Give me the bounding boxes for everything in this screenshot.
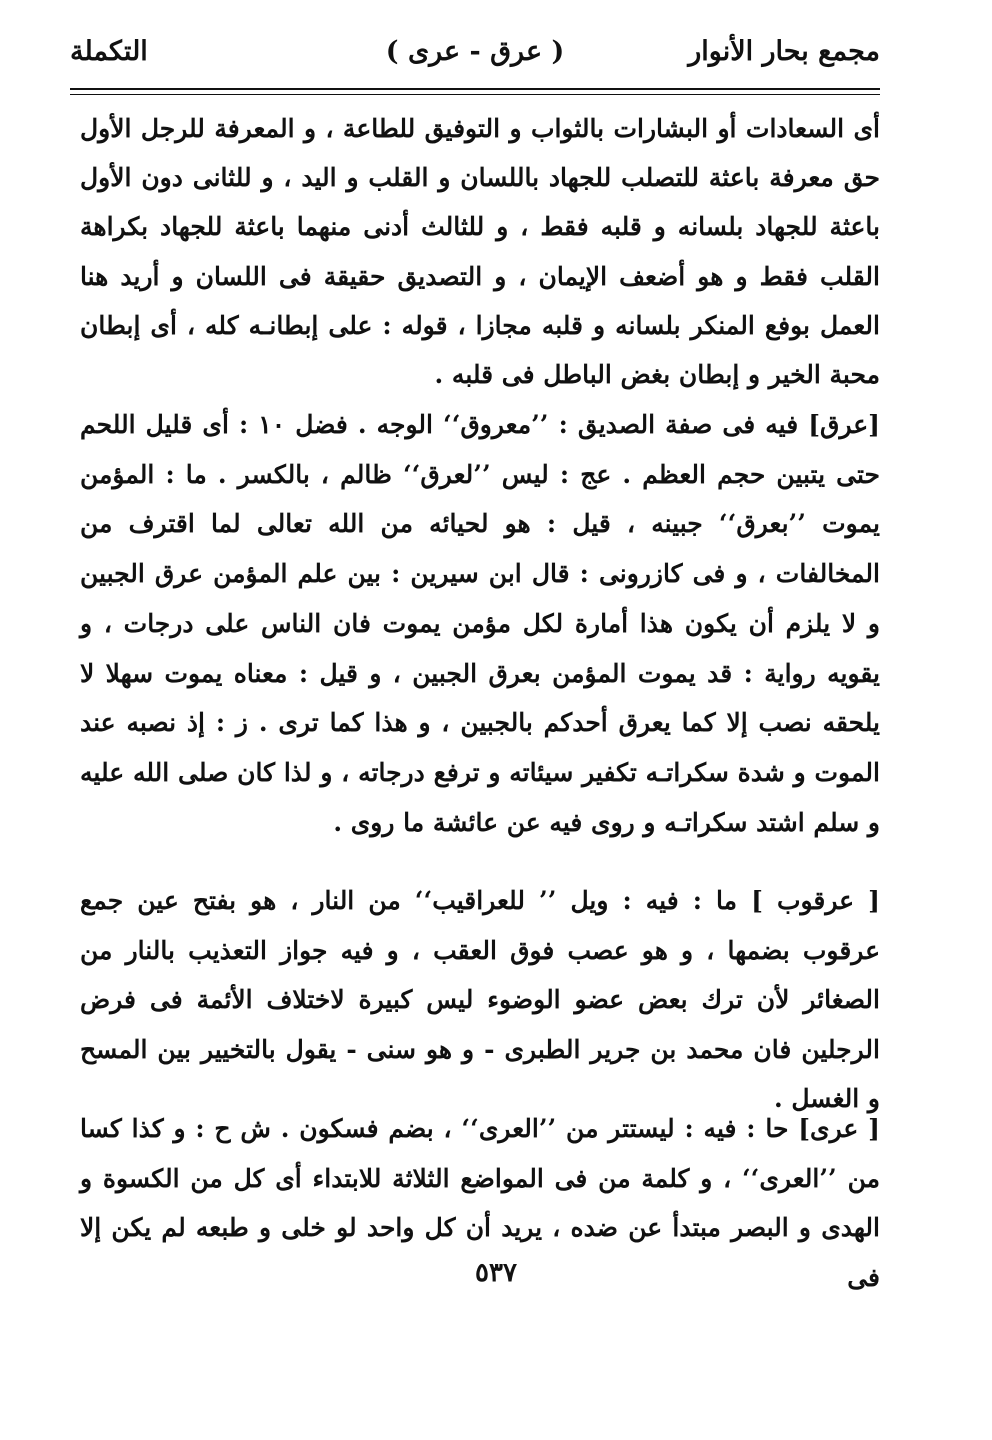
page-header bbox=[70, 30, 880, 74]
header-rule-thick bbox=[70, 88, 880, 90]
header-rule-thin bbox=[70, 94, 880, 95]
section-title: التكملة bbox=[70, 36, 148, 67]
paragraph-entry-araq bbox=[80, 400, 880, 847]
paragraph-1 bbox=[80, 104, 880, 399]
paragraph-entry-urqub bbox=[80, 876, 880, 1124]
paragraph-text: [عرق] فيه فى صفة الصديق : ’’معروق‘‘ الوجه . فضل ١٠ : أى قليل اللحم حتى يتبين حجم العظم . عج : ليس ’’لعرق‘‘ ظالم ، بالكسر . ما : المؤمن يموت ’’بعرق‘‘ جبينه ، قيل : هو لحيائه من الله تعالى لما اقترف من المخالفات ، و فى كازرونى : قال ابن سيرين : بين علم المؤمن عرق الجبين و لا يلزم أن يكون هذا أمارة لكل مؤمن يموت فان الناس على درجات ، و يقويه رواية : قد يموت المؤمن بعرق الجبين ، و قيل : معناه يموت سهلا لا يلحقه نصب إلا كما يعرق أحدكم بالجبين ، و هذا كما ترى . ز : إذ نصبه عند الموت و شدة سكراتـه تكفير سيئاته و ترفع درجاته ، و لذا كان صلى الله عليه و سلم اشتد سكراتـه و روى فيه عن عائشة ما روى . bbox=[80, 410, 880, 837]
paragraph-text: [ عرى] حا : فيه : ليستتر من ’’العرى‘‘ ، بضم فسكون . ش ح : و كذا كسا من ’’العرى‘‘ ، و كلمة من فى المواضع الثلاثة للابتداء أى كل من الكسوة و الهدى و البصر مبتدأ عن ضده ، يريد أن كل واحد لو خلى و طبعه لم يكن إلا فى bbox=[80, 1114, 880, 1292]
entry-range: ( عرق - عرى ) bbox=[385, 36, 565, 67]
page-number: ٥٣٧ bbox=[475, 1258, 517, 1288]
book-title: مجمع بحار الأنوار bbox=[688, 36, 880, 67]
paragraph-text: [ عرقوب ] ما : فيه : ويل ’’ للعراقيب‘‘ من النار ، هو بفتح عين جمع عرقوب بضمها ، و هو عصب فوق العقب ، و فيه جواز التعذيب بالنار من الصغائر لأن ترك بعض عضو الوضوء ليس كبيرة لاختلاف الأئمة فى فرض الرجلين فان محمد بن جرير الطبرى - و هو سنى - يقول بالتخيير بين المسح و الغسل . bbox=[80, 886, 880, 1113]
paragraph-text: أى السعادات أو البشارات بالثواب و التوفيق للطاعة ، و المعرفة للرجل الأول حق معرفة باعثة للتصلب للجهاد باللسان و القلب و اليد ، و للثانى دون الأول باعثة للجهاد بلسانه و قلبه فقط ، و للثالث أدنى منهما باعثة للجهاد بكراهة القلب فقط و هو أضعف الإيمان ، و التصديق حقيقة فى اللسان و أريد هنا العمل بوفع المنكر بلسانه و قلبه مجازا ، قوله : على إبطانـه كله ، أى إبطان محبة الخير و إبطان بغض الباطل فى قلبه . bbox=[80, 114, 880, 390]
